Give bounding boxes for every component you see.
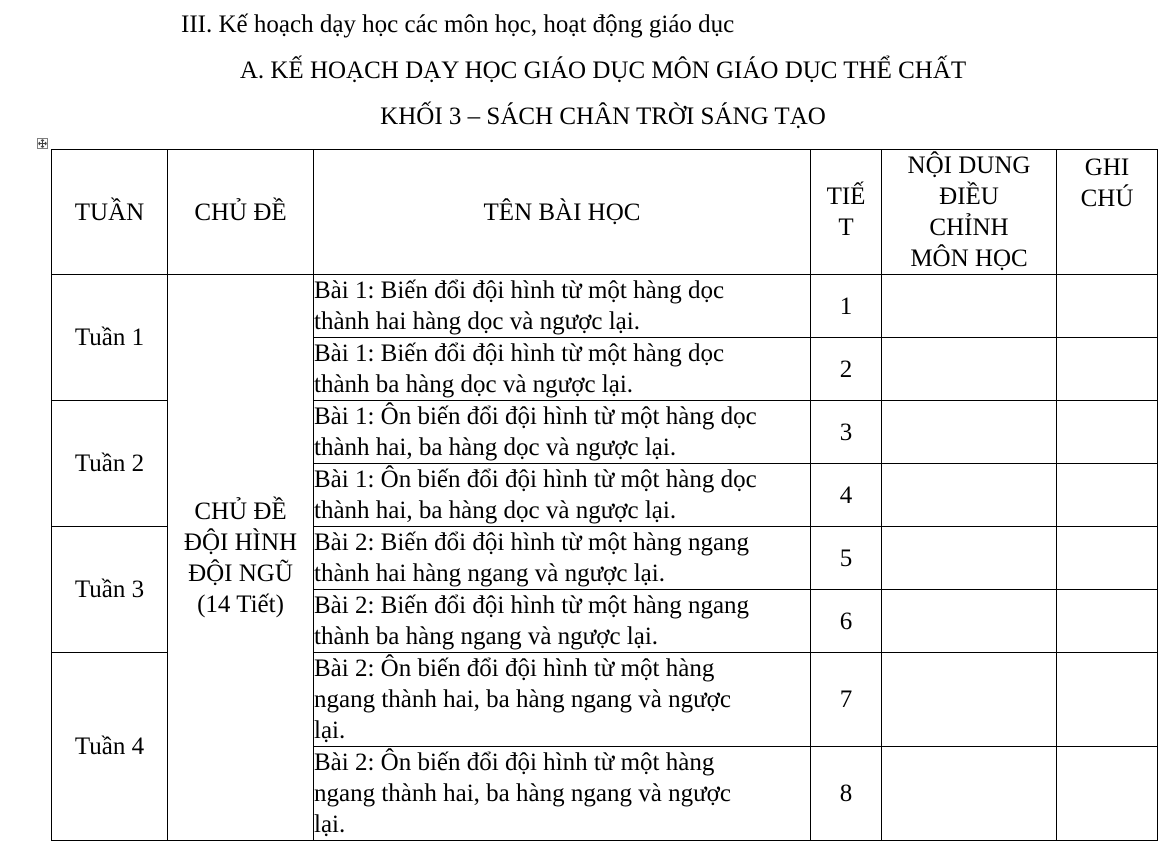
period-cell: 8	[811, 747, 882, 841]
adjustment-cell[interactable]	[882, 590, 1057, 653]
header-adjustment-line: ĐIỀU	[939, 183, 999, 210]
table-header-row	[52, 150, 1158, 275]
header-lesson: TÊN BÀI HỌC	[314, 150, 811, 275]
header-topic: CHỦ ĐỀ	[168, 150, 314, 275]
move-arrows-icon[interactable]	[37, 138, 48, 149]
week-cell: Tuần 4	[52, 653, 168, 841]
topic-line: (14 Tiết)	[197, 590, 284, 618]
adjustment-cell[interactable]	[882, 527, 1057, 590]
plan-title: A. KẾ HOẠCH DẠY HỌC GIÁO DỤC MÔN GIÁO DỤC THỂ CHẤT	[239, 57, 967, 84]
adjustment-cell[interactable]	[882, 401, 1057, 464]
period-cell: 5	[811, 527, 882, 590]
week-cell: Tuần 2	[52, 401, 168, 527]
header-adjustment-line: CHỈNH	[929, 214, 1009, 241]
period-cell: 4	[811, 464, 882, 527]
period-cell: 1	[811, 275, 882, 338]
header-week: TUẦN	[52, 150, 168, 275]
topic-line: ĐỘI NGŨ	[188, 559, 293, 587]
header-period-line: T	[838, 214, 854, 241]
note-cell[interactable]	[1057, 401, 1158, 464]
week-cell: Tuần 3	[52, 527, 168, 653]
lesson-cell: Bài 1: Biến đổi đội hình từ một hàng dọc thành hai hàng dọc và ngược lại.	[314, 275, 811, 338]
adjustment-cell[interactable]	[882, 338, 1057, 401]
topic-cell	[168, 275, 314, 841]
grade-title: KHỐI 3 – SÁCH CHÂN TRỜI SÁNG TẠO	[380, 103, 826, 130]
note-cell[interactable]	[1057, 275, 1158, 338]
adjustment-cell[interactable]	[882, 747, 1057, 841]
header-note	[1057, 150, 1158, 275]
lesson-plan-table	[51, 149, 1158, 841]
note-cell[interactable]	[1057, 464, 1158, 527]
lesson-cell: Bài 2: Ôn biến đổi đội hình từ một hàng ngang thành hai, ba hàng ngang và ngược lại.	[314, 653, 811, 747]
header-period	[811, 150, 882, 275]
period-cell: 3	[811, 401, 882, 464]
period-cell: 6	[811, 590, 882, 653]
lesson-cell: Bài 2: Ôn biến đổi đội hình từ một hàng ngang thành hai, ba hàng ngang và ngược lại.	[314, 747, 811, 841]
header-adjustment	[882, 150, 1057, 275]
period-cell: 2	[811, 338, 882, 401]
header-adjustment-line: MÔN HỌC	[910, 245, 1028, 272]
table-row	[52, 275, 1158, 338]
lesson-cell: Bài 1: Ôn biến đổi đội hình từ một hàng dọc thành hai, ba hàng dọc và ngược lại.	[314, 401, 811, 464]
header-note-line: CHÚ	[1080, 185, 1134, 212]
adjustment-cell[interactable]	[882, 275, 1057, 338]
section-heading: III. Kế hoạch dạy học các môn học, hoạt động giáo dục	[181, 11, 735, 38]
topic-line: ĐỘI HÌNH	[183, 528, 298, 556]
lesson-cell: Bài 1: Biến đổi đội hình từ một hàng dọc thành ba hàng dọc và ngược lại.	[314, 338, 811, 401]
topic-line: CHỦ ĐỀ	[194, 497, 287, 525]
lesson-cell: Bài 1: Ôn biến đổi đội hình từ một hàng dọc thành hai, ba hàng dọc và ngược lại.	[314, 464, 811, 527]
header-adjustment-line: NỘI DUNG	[907, 152, 1031, 179]
note-cell[interactable]	[1057, 590, 1158, 653]
note-cell[interactable]	[1057, 747, 1158, 841]
note-cell[interactable]	[1057, 527, 1158, 590]
adjustment-cell[interactable]	[882, 653, 1057, 747]
header-note-line: GHI	[1084, 154, 1130, 181]
header-period-line: TIẾ	[826, 183, 866, 210]
lesson-cell: Bài 2: Biến đổi đội hình từ một hàng ngang thành ba hàng ngang và ngược lại.	[314, 590, 811, 653]
note-cell[interactable]	[1057, 653, 1158, 747]
adjustment-cell[interactable]	[882, 464, 1057, 527]
lesson-cell: Bài 2: Biến đổi đội hình từ một hàng ngang thành hai hàng ngang và ngược lại.	[314, 527, 811, 590]
period-cell: 7	[811, 653, 882, 747]
week-cell: Tuần 1	[52, 275, 168, 401]
note-cell[interactable]	[1057, 338, 1158, 401]
